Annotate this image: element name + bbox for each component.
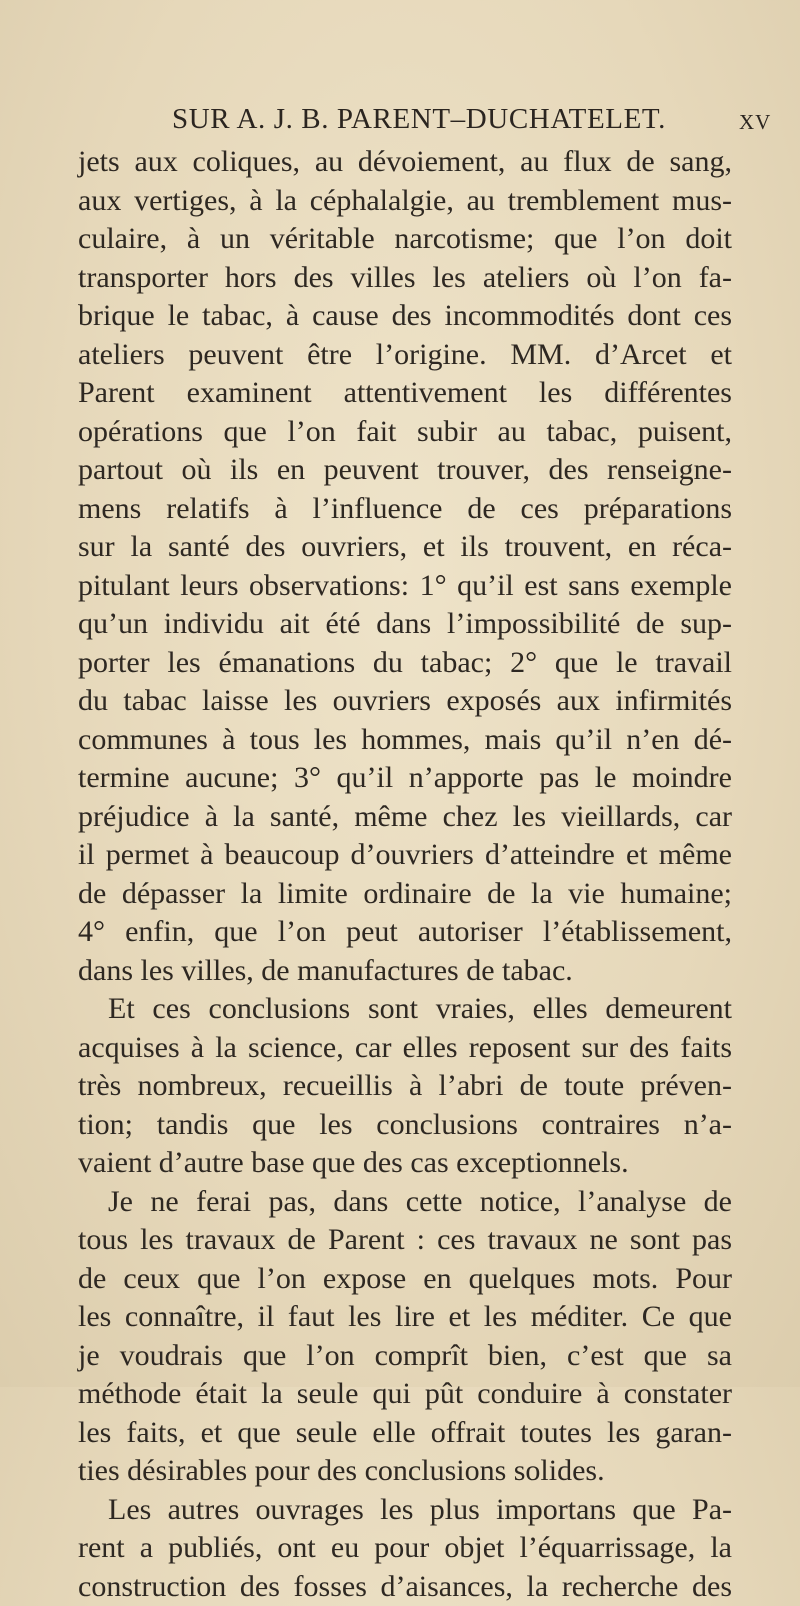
running-header	[0, 103, 800, 143]
text-line: Je ne ferai pas, dans cette notice, l’analyse de	[78, 1183, 732, 1222]
text-line: opérations que l’on fait subir au tabac, puisent,	[78, 413, 732, 452]
text-line: tous les travaux de Parent : ces travaux ne sont pas	[78, 1221, 732, 1260]
text-line: transporter hors des villes les ateliers où l’on fa-	[78, 259, 732, 298]
text-line: rent a publiés, ont eu pour objet l’équarrissage, la	[78, 1529, 732, 1568]
text-line: du tabac laisse les ouvriers exposés aux infirmités	[78, 682, 732, 721]
text-line: il permet à beaucoup d’ouvriers d’atteindre et même	[78, 836, 732, 875]
text-line: ties désirables pour des conclusions solides.	[78, 1452, 732, 1491]
text-line: les faits, et que seule elle offrait toutes les garan-	[78, 1414, 732, 1453]
text-line: dans les villes, de manufactures de tabac.	[78, 952, 732, 991]
text-line: porter les émanations du tabac; 2° que le travail	[78, 644, 732, 683]
text-line: tion; tandis que les conclusions contraires n’a-	[78, 1106, 732, 1145]
text-line: Parent examinent attentivement les différentes	[78, 374, 732, 413]
text-line: les connaître, il faut les lire et les méditer. Ce que	[78, 1298, 732, 1337]
text-line: 4° enfin, que l’on peut autoriser l’établissement,	[78, 913, 732, 952]
text-line: mens relatifs à l’influence de ces préparations	[78, 490, 732, 529]
text-line: pitulant leurs observations: 1° qu’il est sans exemple	[78, 567, 732, 606]
text-line: de ceux que l’on expose en quelques mots. Pour	[78, 1260, 732, 1299]
text-line: de dépasser la limite ordinaire de la vie humaine;	[78, 875, 732, 914]
page-number: XV	[739, 110, 771, 135]
text-line: aux vertiges, à la céphalalgie, au tremblement mus-	[78, 182, 732, 221]
text-line: termine aucune; 3° qu’il n’apporte pas le moindre	[78, 759, 732, 798]
text-line: acquises à la science, car elles reposent sur des faits	[78, 1029, 732, 1068]
text-line: préjudice à la santé, même chez les vieillards, car	[78, 798, 732, 837]
text-line: vaient d’autre base que des cas exceptionnels.	[78, 1144, 732, 1183]
text-line: qu’un individu ait été dans l’impossibilité de sup-	[78, 605, 732, 644]
text-line: jets aux coliques, au dévoiement, au flux de sang,	[78, 143, 732, 182]
text-line: partout où ils en peuvent trouver, des renseigne-	[78, 451, 732, 490]
text-line: Les autres ouvrages les plus importans que Pa-	[78, 1491, 732, 1530]
text-line: sur la santé des ouvriers, et ils trouvent, en réca-	[78, 528, 732, 567]
text-line: Et ces conclusions sont vraies, elles demeurent	[78, 990, 732, 1029]
text-line: très nombreux, recueillis à l’abri de toute préven-	[78, 1067, 732, 1106]
text-line: je voudrais que l’on comprît bien, c’est que sa	[78, 1337, 732, 1376]
text-line: ateliers peuvent être l’origine. MM. d’Arcet et	[78, 336, 732, 375]
text-line: méthode était la seule qui pût conduire à constater	[78, 1375, 732, 1414]
text-line: culaire, à un véritable narcotisme; que l’on doit	[78, 220, 732, 259]
text-line: construction des fosses d’aisances, la recherche des	[78, 1568, 732, 1606]
text-line: brique le tabac, à cause des incommodités dont ces	[78, 297, 732, 336]
running-title: SUR A. J. B. PARENT–DUCHATELET.	[172, 103, 666, 136]
text-line: communes à tous les hommes, mais qu’il n’en dé-	[78, 721, 732, 760]
